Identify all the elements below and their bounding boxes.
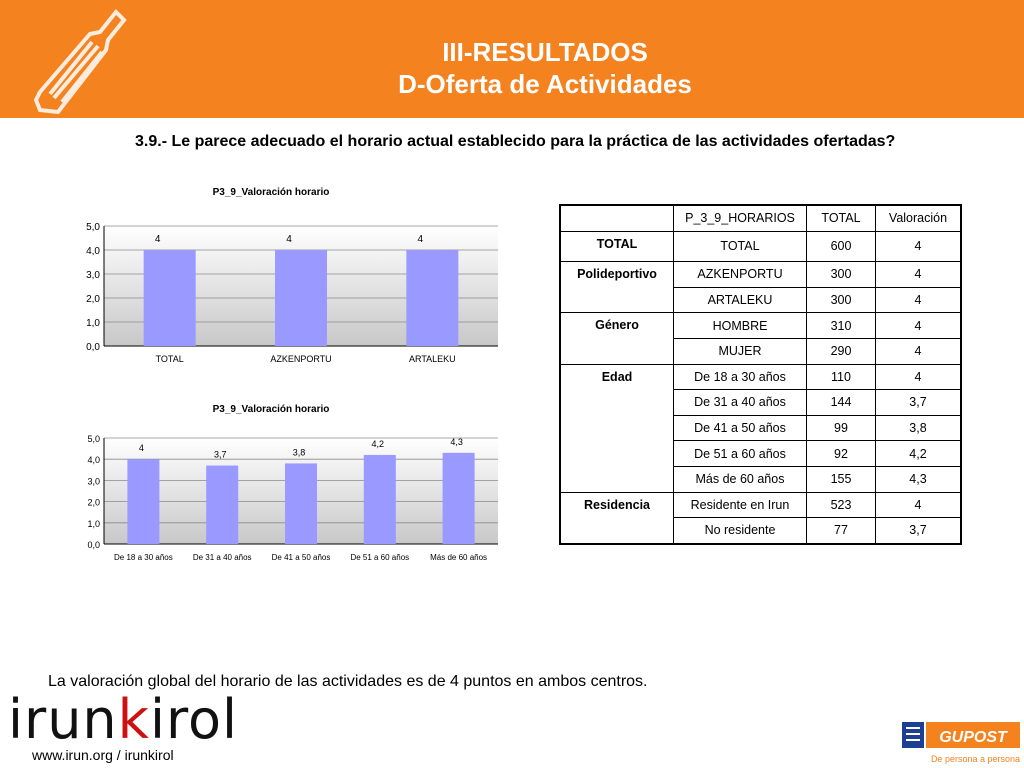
table-cell: ARTALEKU: [674, 287, 807, 313]
table-cell: 4,2: [876, 441, 962, 467]
x-tick-label: Más de 60 años: [430, 553, 488, 562]
table-cell: 600: [807, 231, 876, 262]
gupost-brand: GUPOST: [939, 729, 1007, 746]
table-cell: 523: [807, 492, 876, 518]
table-cell: 4: [876, 364, 962, 390]
question-text: 3.9.- Le parece adecuado el horario actual establecido para la práctica de las actividades ofertadas?: [135, 133, 896, 150]
y-tick-label: 5,0: [87, 434, 100, 444]
table-row: [560, 231, 961, 262]
table-header-row: [560, 205, 961, 231]
table-cell: No residente: [674, 518, 807, 544]
data-label: 4,2: [371, 438, 385, 449]
table-cell: MUJER: [674, 338, 807, 364]
data-label: 4: [286, 234, 292, 245]
table-row: [560, 492, 961, 518]
x-tick-label: ARTALEKU: [408, 354, 456, 364]
y-tick-label: 2,0: [86, 294, 100, 305]
x-tick-label: AZKENPORTU: [270, 354, 332, 364]
bar: [406, 250, 458, 346]
table-cell: 3,8: [876, 415, 962, 441]
table-cell: 110: [807, 364, 876, 390]
table-group-label: Polideportivo: [560, 262, 674, 313]
table-group-label: Edad: [560, 364, 674, 492]
table-cell: 3,7: [876, 390, 962, 416]
table-cell: 92: [807, 441, 876, 467]
table-cell: 99: [807, 415, 876, 441]
website-link[interactable]: www.irun.org / irunkirol: [32, 747, 174, 763]
table-cell: 3,7: [876, 518, 962, 544]
table-cell: 290: [807, 338, 876, 364]
y-tick-label: 2,0: [87, 497, 100, 508]
page-title-line1: III-RESULTADOS: [442, 37, 648, 67]
table-cell: Residente en Irun: [674, 492, 807, 518]
table-cell: 300: [807, 287, 876, 313]
chart-title: P3_9_Valoración horario: [212, 187, 330, 198]
x-tick-label: De 31 a 40 años: [192, 553, 252, 562]
summary-note: La valoración global del horario de las actividades es de 4 puntos en ambos centros.: [48, 673, 648, 690]
results-table-body: [560, 205, 961, 544]
y-tick-label: 3,0: [86, 270, 100, 281]
gupost-slogan: De persona a persona: [930, 754, 1020, 764]
y-tick-label: 4,0: [86, 246, 100, 257]
table-cell: De 31 a 40 años: [674, 390, 807, 416]
data-label: 3,7: [213, 449, 227, 460]
data-label: 4: [417, 234, 424, 245]
y-tick-label: 0,0: [87, 540, 100, 550]
table-header-cell: TOTAL: [807, 205, 876, 231]
table-cell: 4,3: [876, 466, 962, 492]
table-header-cell: Valoración: [876, 205, 962, 231]
data-label: 4: [138, 443, 144, 454]
table-cell: De 51 a 60 años: [674, 441, 807, 467]
table-row: [560, 262, 961, 288]
table-cell: 300: [807, 262, 876, 288]
y-tick-label: 1,0: [87, 518, 100, 529]
y-tick-label: 5,0: [86, 222, 100, 233]
logo-k: k: [117, 688, 150, 751]
bar: [443, 453, 475, 544]
bar: [364, 455, 396, 544]
x-tick-label: De 51 a 60 años: [350, 553, 410, 562]
x-tick-label: De 18 a 30 años: [114, 553, 173, 562]
data-label: 3,8: [292, 447, 306, 458]
table-group-label: TOTAL: [560, 231, 674, 262]
y-tick-label: 3,0: [87, 476, 100, 487]
logo-part2: irol: [149, 688, 238, 751]
bar: [285, 463, 317, 544]
data-label: 4,3: [450, 436, 463, 447]
page-title-line2: D-Oferta de Actividades: [398, 69, 692, 99]
y-tick-label: 4,0: [87, 455, 100, 466]
x-tick-label: TOTAL: [155, 354, 184, 364]
table-header-cell: [560, 205, 674, 231]
chart-title: P3_9_Valoración horario: [212, 404, 330, 415]
bar: [127, 459, 159, 544]
table-cell: 4: [876, 313, 962, 339]
table-row: [560, 364, 961, 390]
bar: [144, 250, 196, 346]
table-cell: 310: [807, 313, 876, 339]
table-cell: 4: [876, 262, 962, 288]
table-header-cell: P_3_9_HORARIOS: [674, 205, 807, 231]
bar: [206, 466, 238, 544]
gupost-logo: [900, 718, 1022, 766]
table-cell: Más de 60 años: [674, 466, 807, 492]
table-cell: 4: [876, 492, 962, 518]
table-cell: 144: [807, 390, 876, 416]
table-cell: 4: [876, 338, 962, 364]
table-group-label: Género: [560, 313, 674, 364]
table-cell: AZKENPORTU: [674, 262, 807, 288]
bar: [275, 250, 327, 346]
table-cell: De 18 a 30 años: [674, 364, 807, 390]
table-cell: De 41 a 50 años: [674, 415, 807, 441]
x-tick-label: De 41 a 50 años: [271, 553, 331, 562]
table-cell: 77: [807, 518, 876, 544]
irunkirol-logo: [8, 688, 238, 751]
table-cell: 155: [807, 466, 876, 492]
table-group-label: Residencia: [560, 492, 674, 544]
table-row: [560, 313, 961, 339]
y-tick-label: 1,0: [86, 318, 100, 329]
table-cell: TOTAL: [674, 231, 807, 262]
results-table: [559, 204, 962, 545]
table-cell: HOMBRE: [674, 313, 807, 339]
y-tick-label: 0,0: [86, 342, 100, 353]
table-cell: 4: [876, 287, 962, 313]
logo-part1: irun: [8, 688, 118, 751]
data-label: 4: [154, 234, 161, 245]
table-cell: 4: [876, 231, 962, 262]
